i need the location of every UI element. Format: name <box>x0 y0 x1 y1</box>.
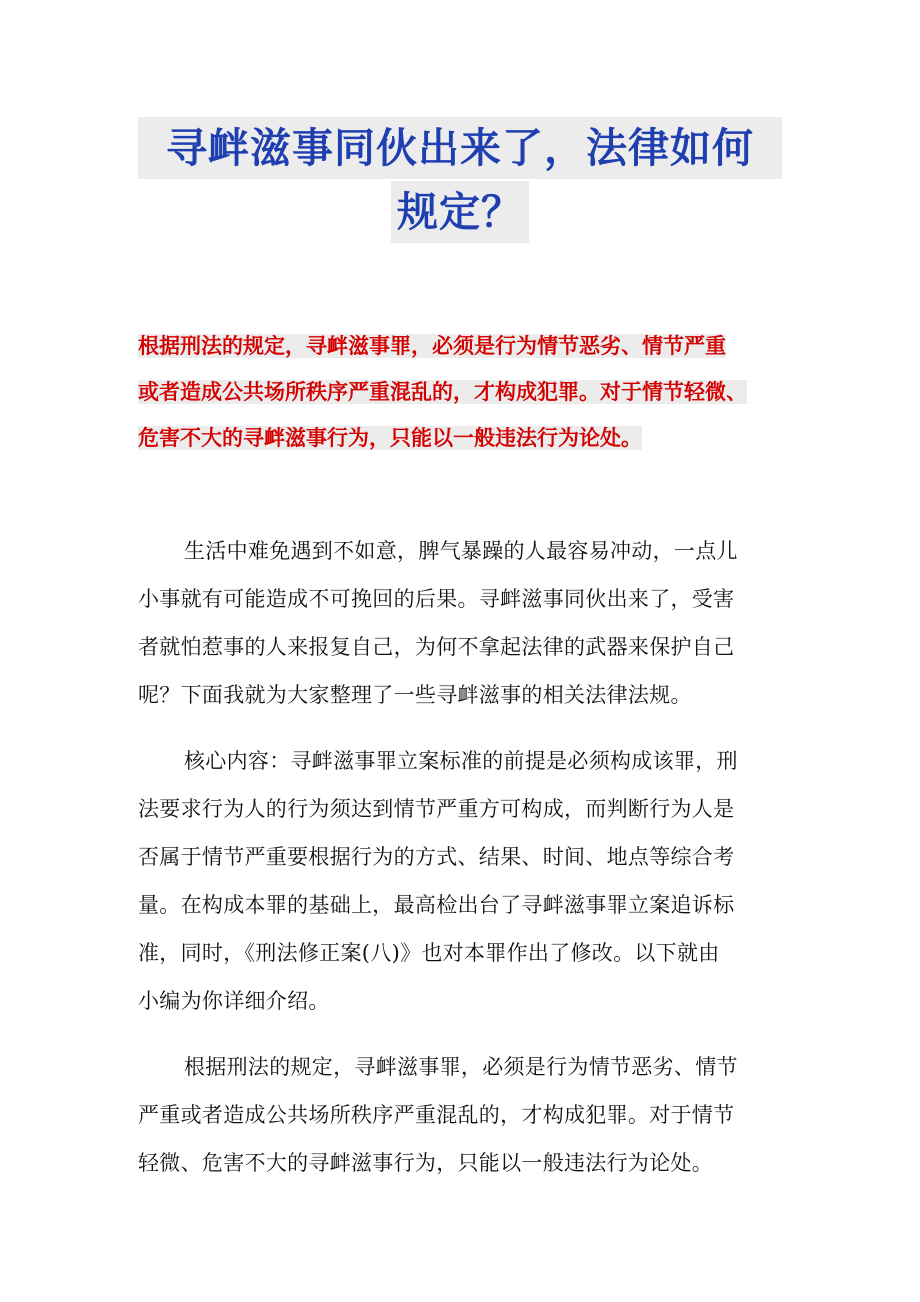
paragraph-line: 根据刑法的规定，寻衅滋事罪，必须是行为情节恶劣、情节 <box>184 1055 738 1079</box>
paragraph-line: 否属于情节严重要根据行为的方式、结果、时间、地点等综合考 <box>138 845 735 869</box>
paragraph-line: 核心内容：寻衅滋事罪立案标准的前提是必须构成该罪，刑 <box>184 749 738 773</box>
paragraph-line: 呢？下面我就为大家整理了一些寻衅滋事的相关法律法规。 <box>138 683 692 707</box>
title-line-2: 规定？ <box>391 181 529 243</box>
paragraph-law <box>138 1043 786 1187</box>
paragraph-intro <box>138 527 786 719</box>
title-line-1: 寻衅滋事同伙出来了，法律如何 <box>138 117 782 179</box>
summary-line: 根据刑法的规定，寻衅滋事罪，必须是行为情节恶劣、情节严重 <box>138 334 726 358</box>
paragraph-line: 准，同时，《刑法修正案(八)》也对本罪作出了修改。以下就由 <box>138 941 720 965</box>
page-title <box>138 117 782 243</box>
paragraph-line: 小编为你详细介绍。 <box>138 989 330 1013</box>
summary-line: 或者造成公共场所秩序严重混乱的，才构成犯罪。对于情节轻微、 <box>138 380 747 404</box>
paragraph-core <box>138 737 786 1025</box>
paragraph-line: 严重或者造成公共场所秩序严重混乱的，才构成犯罪。对于情节 <box>138 1103 735 1127</box>
paragraph-line: 生活中难免遇到不如意，脾气暴躁的人最容易冲动，一点儿 <box>184 539 738 563</box>
paragraph-line: 法要求行为人的行为须达到情节严重方可构成，而判断行为人是 <box>138 797 735 821</box>
paragraph-line: 者就怕惹事的人来报复自己，为何不拿起法律的武器来保护自己 <box>138 635 735 659</box>
summary-highlight <box>138 323 788 461</box>
paragraph-line: 轻微、危害不大的寻衅滋事行为，只能以一般违法行为论处。 <box>138 1151 714 1175</box>
paragraph-line: 小事就有可能造成不可挽回的后果。寻衅滋事同伙出来了，受害 <box>138 587 735 611</box>
article-body <box>138 527 786 1205</box>
paragraph-line: 量。在构成本罪的基础上，最高检出台了寻衅滋事罪立案追诉标 <box>138 893 735 917</box>
summary-line: 危害不大的寻衅滋事行为，只能以一般违法行为论处。 <box>138 426 642 450</box>
